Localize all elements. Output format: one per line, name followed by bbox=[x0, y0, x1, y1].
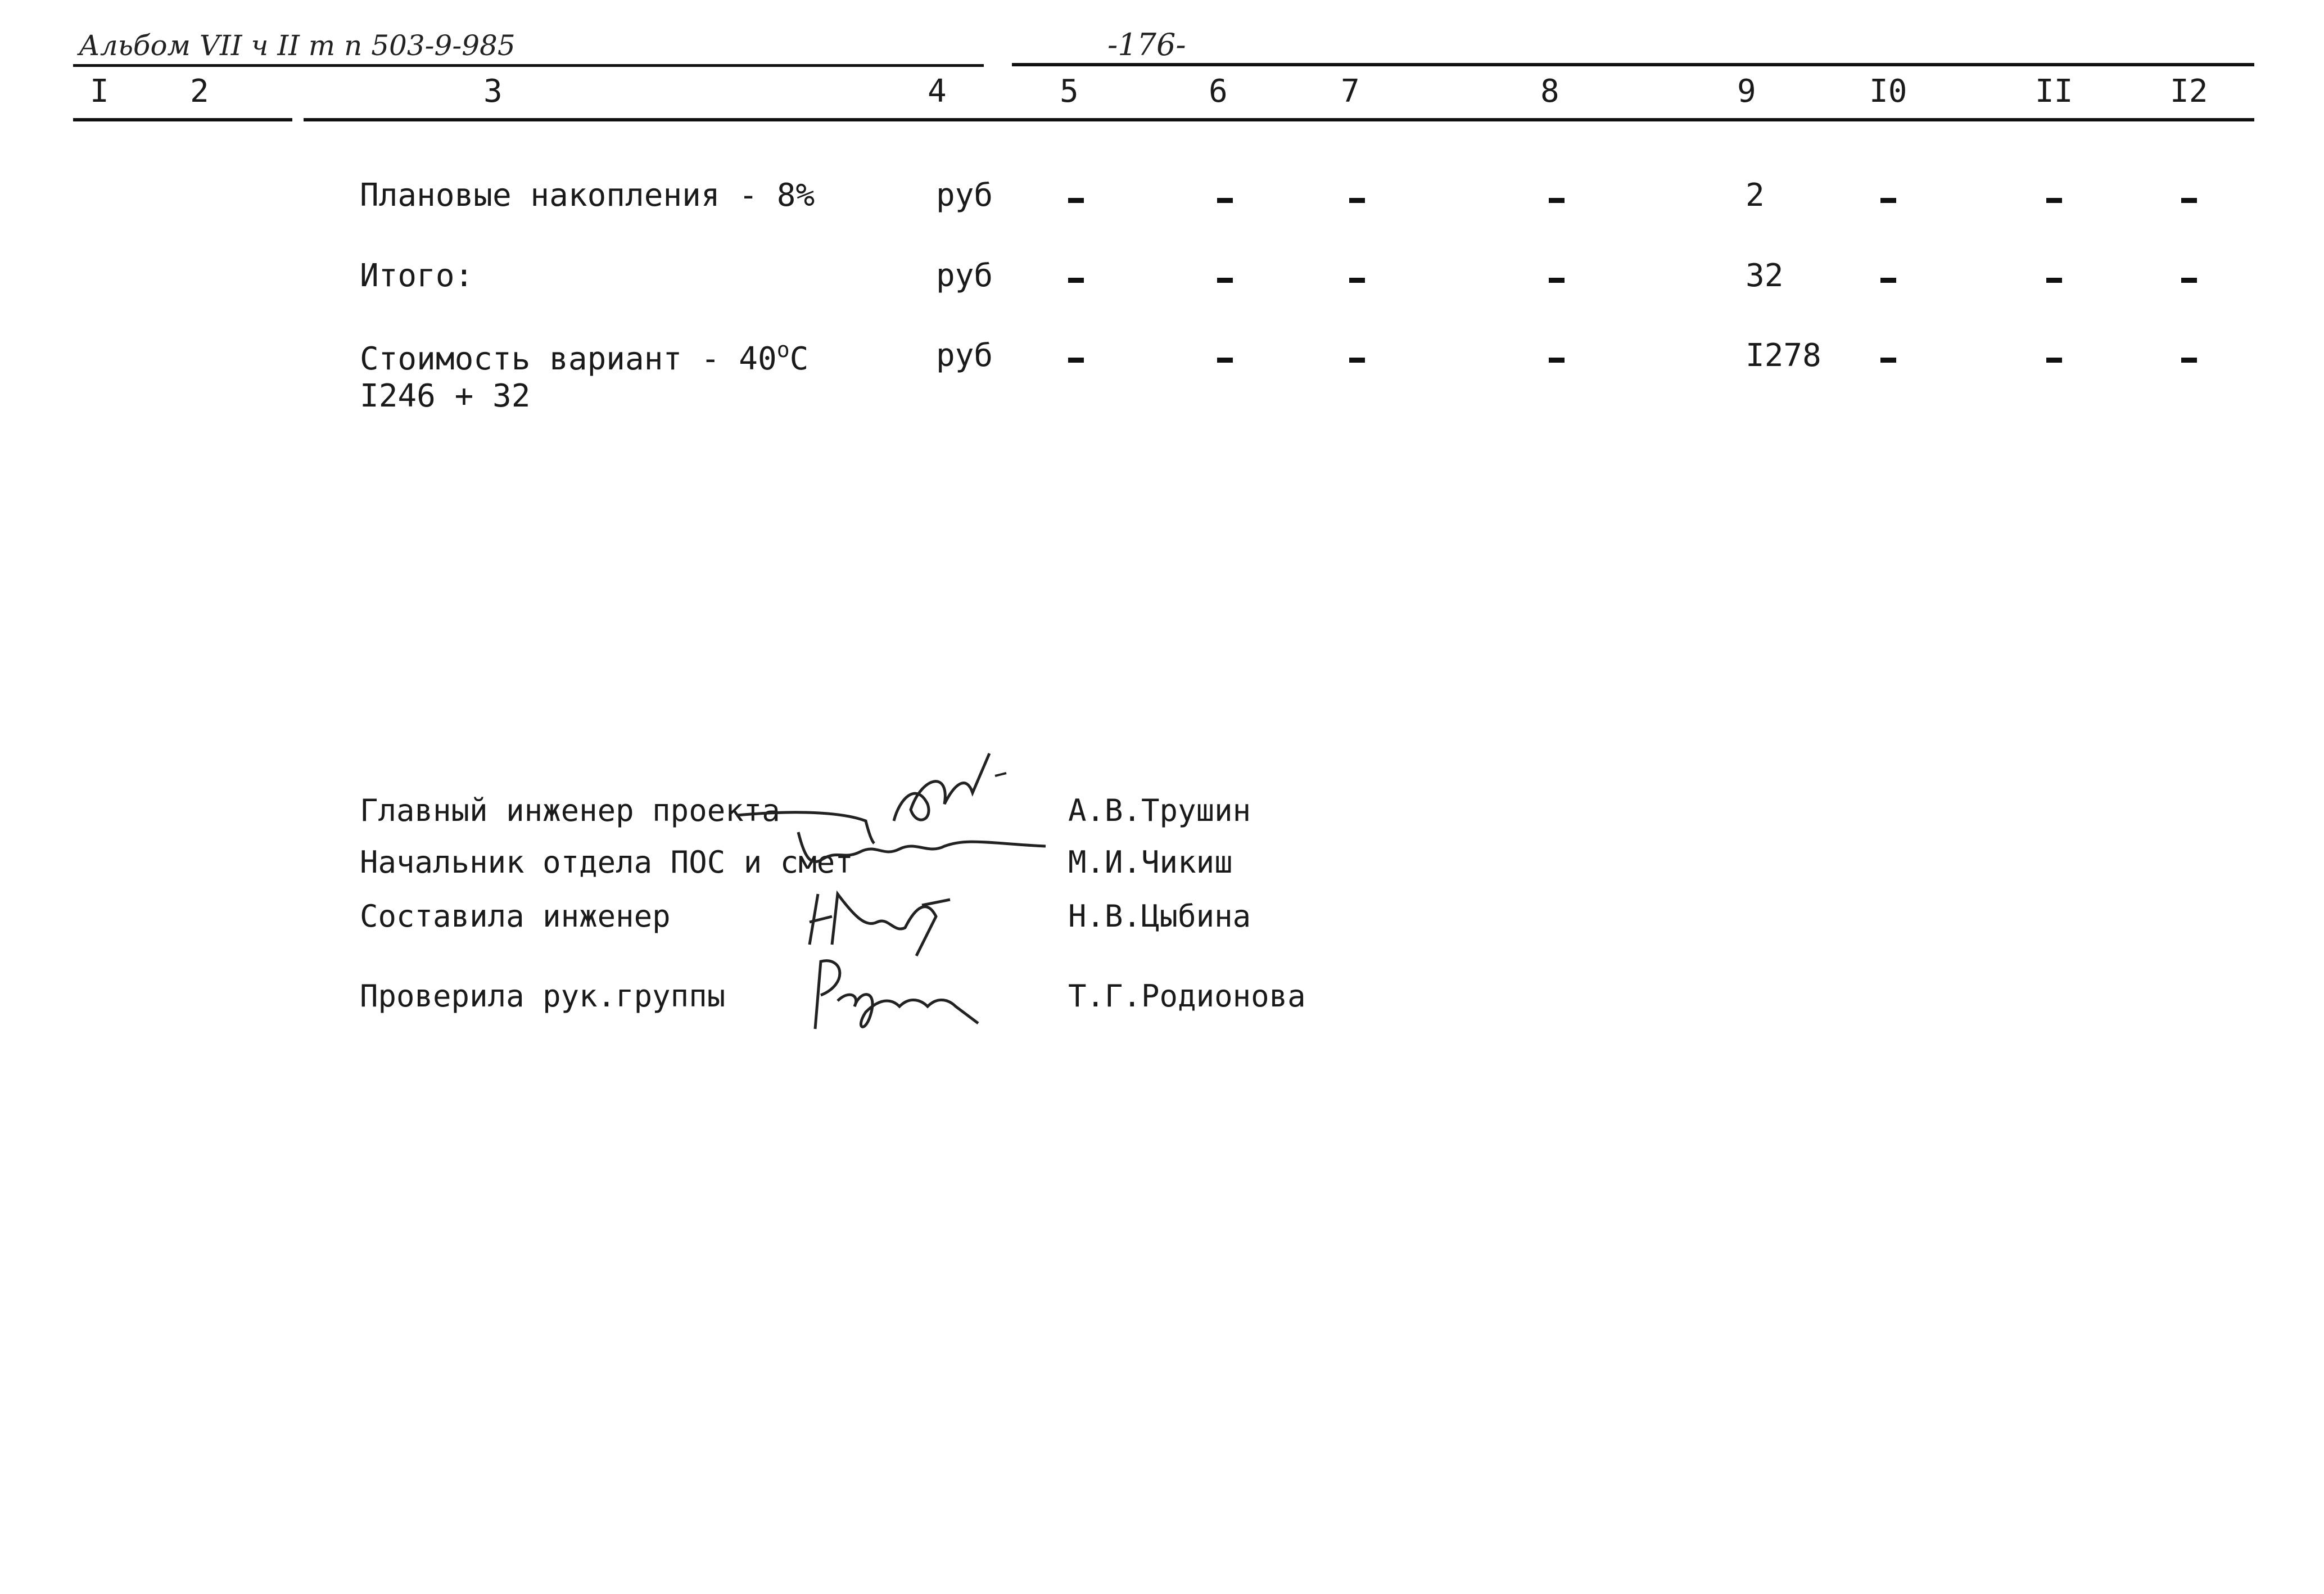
signature-scribble-2 bbox=[787, 821, 1057, 888]
dash-col7 bbox=[1349, 198, 1365, 203]
signature-name: Т.Г.Родионова bbox=[1068, 978, 1306, 1014]
dash-col11 bbox=[2046, 358, 2062, 363]
col-header-5: 5 bbox=[1060, 73, 1079, 110]
dash-col8 bbox=[1549, 198, 1565, 203]
dash-col8 bbox=[1549, 358, 1565, 363]
signature-name: М.И.Чикиш bbox=[1068, 845, 1233, 880]
header-top-rule bbox=[73, 64, 984, 67]
signature-scribble-4 bbox=[804, 950, 995, 1040]
col-header-4: 4 bbox=[928, 73, 947, 110]
dash-col10 bbox=[1880, 358, 1896, 363]
dash-col6 bbox=[1217, 358, 1233, 363]
col-header-2: 2 bbox=[190, 73, 209, 110]
unit-cell: руб bbox=[936, 337, 993, 374]
row-label: Плановые накопления - 8% bbox=[360, 177, 815, 214]
dash-col5 bbox=[1068, 278, 1084, 283]
value-col9: I278 bbox=[1746, 337, 1821, 374]
row-label: Итого: bbox=[360, 258, 474, 294]
unit-cell: руб bbox=[936, 258, 993, 294]
dash-col10 bbox=[1880, 198, 1896, 203]
col-header-3: 3 bbox=[483, 73, 503, 110]
dash-col5 bbox=[1068, 358, 1084, 363]
album-reference: Альбом VII ч II т п 503-9-985 bbox=[79, 29, 516, 62]
dash-col11 bbox=[2046, 198, 2062, 203]
signature-scribble-3 bbox=[804, 883, 961, 961]
dash-col8 bbox=[1549, 278, 1565, 283]
value-col9: 2 bbox=[1746, 177, 1765, 214]
dash-col6 bbox=[1217, 278, 1233, 283]
value-col9: 32 bbox=[1746, 258, 1784, 294]
dash-col7 bbox=[1349, 358, 1365, 363]
dash-col5 bbox=[1068, 198, 1084, 203]
header-top-rule-right bbox=[1012, 63, 2254, 66]
dash-col12 bbox=[2181, 278, 2197, 283]
signature-name: Н.В.Цыбина bbox=[1068, 898, 1251, 934]
dash-col12 bbox=[2181, 358, 2197, 363]
col-header-11: II bbox=[2035, 73, 2073, 110]
page-number: -176- bbox=[1107, 27, 1186, 62]
dash-col6 bbox=[1217, 198, 1233, 203]
dash-col10 bbox=[1880, 278, 1896, 283]
header-bottom-rule-left bbox=[73, 118, 292, 121]
unit-cell: руб bbox=[936, 177, 993, 214]
col-header-10: I0 bbox=[1869, 73, 1907, 110]
col-header-8: 8 bbox=[1540, 73, 1559, 110]
signature-role: Составила инженер bbox=[360, 898, 671, 934]
col-header-1: I bbox=[90, 73, 109, 110]
col-header-9: 9 bbox=[1737, 73, 1756, 110]
dash-col12 bbox=[2181, 198, 2197, 203]
signature-role: Начальник отдела ПОС и смет bbox=[360, 845, 853, 880]
degree-sign: o bbox=[776, 337, 790, 362]
dash-col11 bbox=[2046, 278, 2062, 283]
row-label-main: Стоимость вариант - 40 bbox=[360, 341, 777, 377]
row-label bbox=[360, 337, 808, 377]
row-label-line2: I246 + 32 bbox=[360, 378, 531, 414]
signature-role: Главный инженер проекта bbox=[360, 793, 780, 828]
dash-col7 bbox=[1349, 278, 1365, 283]
col-header-6: 6 bbox=[1209, 73, 1228, 110]
signature-name: А.В.Трушин bbox=[1068, 793, 1251, 828]
col-header-7: 7 bbox=[1341, 73, 1360, 110]
header-bottom-rule-right bbox=[304, 118, 2254, 121]
row-label-tail: C bbox=[789, 341, 809, 377]
col-header-12: I2 bbox=[2170, 73, 2208, 110]
signature-role: Проверила рук.группы bbox=[360, 978, 726, 1014]
